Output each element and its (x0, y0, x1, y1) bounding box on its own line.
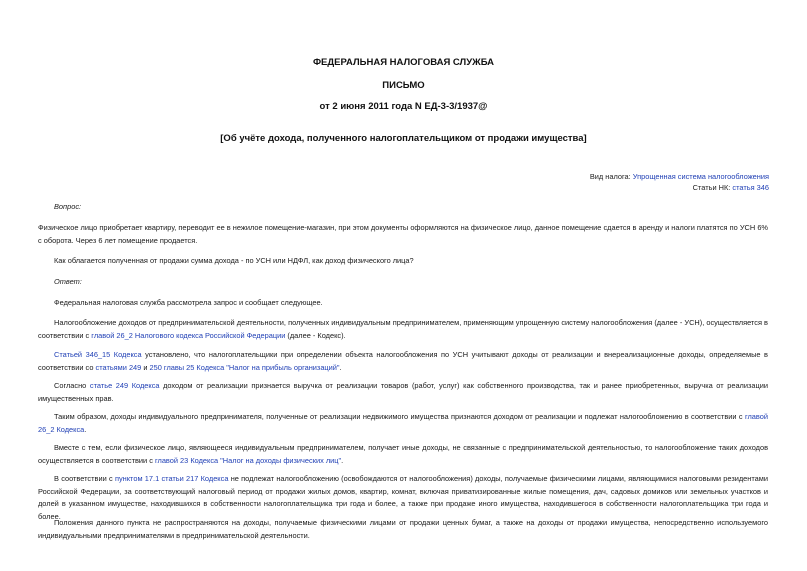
answer-paragraph-7 (38, 473, 768, 523)
link-article-249[interactable]: статьями 249 (95, 362, 142, 372)
link-article-217[interactable]: пунктом 17.1 статьи 217 Кодекса (114, 474, 229, 483)
doc-type-title: ПИСЬМО (382, 80, 425, 91)
paragraph-text: . (341, 455, 344, 465)
nk-articles-link[interactable]: статья 346 (732, 183, 769, 192)
paragraph-text: доходом от реализации признается выручка от реализации товаров (работ, услуг) как собственного производства, так и ранее приобретенных, выручка от реализации имущественных прав. (38, 381, 768, 403)
link-article-249-code[interactable]: статье 249 Кодекса (89, 381, 160, 390)
tax-type-label: Вид налога: (589, 172, 633, 181)
paragraph-text: В соответствии с (54, 474, 115, 483)
paragraph-text: Согласно (54, 381, 90, 390)
tax-type-link[interactable]: Упрощенная система налогообложения (632, 172, 769, 181)
paragraph-text: . (339, 362, 342, 372)
paragraph-text: не подлежат налогообложению (освобождаются от налогообложения) доходы, получаемые физическими лицами, являющимися налоговыми резидентами Российской Федерации, за соответствующий налоговый период от продажи жилых домов, квартир, комнат, включая приватизированные жилые помещения, дач, садовых домиков или земельных участков и долей в указанном имуществе, находившихся в собственности налогоплательщика три года и более, а также при продаже иного имущества, находившегося в собственности налогоплательщика три года и более. (38, 474, 768, 521)
answer-paragraph-3 (38, 349, 768, 374)
question-paragraph-2: Как облагается полученная от продажи сумма дохода - по УСН или НДФЛ, как доход физического лица? (54, 256, 414, 265)
paragraph-text: (далее - Кодекс). (285, 330, 346, 340)
paragraph-text: . (84, 424, 87, 434)
answer-paragraph-2 (38, 317, 768, 342)
paragraph-text: и (141, 362, 150, 372)
link-chapter-26-2[interactable]: главой 26_2 Налогового кодекса Российской Федерации (91, 330, 286, 340)
question-label: Вопрос: (54, 202, 82, 211)
tax-type-line (590, 172, 769, 181)
answer-paragraph-4 (38, 380, 768, 405)
subject-title: [Об учёте дохода, полученного налогоплательщиком от продажи имущества] (220, 133, 587, 144)
link-article-346-15[interactable]: Статьей 346_15 Кодекса (54, 350, 142, 359)
question-paragraph-1: Физическое лицо приобретает квартиру, переводит ее в нежилое помещение-магазин, при этом документы оформляются на физическое лицо, данное помещение сдается в аренду и налоги платятся по УСН 6% с оборота. Через 6 лет помещение продается. (38, 223, 768, 245)
answer-paragraph-8: Положения данного пункта не распространяются на доходы, получаемые физическими лицами от продажи ценных бумаг, а также на доходы от продажи имущества, непосредственно используемого индивидуальными предпринимателями в предпринимательской деятельности. (38, 518, 768, 540)
paragraph-text: Таким образом, доходы индивидуального предпринимателя, полученные от реализации недвижимого имущества признаются доходом от реализации и подлежат налогообложению в соответствии с (54, 412, 745, 421)
paragraph-text: установлено, что налогоплательщики при определении объекта налогообложения по УСН учитывают доходы от реализации и внереализационные доходы, определяемые в соответствии со (38, 350, 768, 372)
link-article-250[interactable]: 250 главы 25 Кодекса "Налог на прибыль организаций" (149, 362, 340, 372)
paragraph-text: Налогообложение доходов от предпринимательской деятельности, полученных индивидуальным предпринимателем, применяющим упрощенную систему налогообложения (далее - УСН), осуществляется в соответствии с (38, 318, 768, 340)
paragraph-text: Вместе с тем, если физическое лицо, являющееся индивидуальным предпринимателем, получает иные доходы, не связанные с предпринимательской деятельностью, то налогообложение таких доходов осуществляется в соответствии с (38, 443, 768, 465)
nk-articles-label: Статьи НК: (692, 183, 733, 192)
answer-paragraph-1: Федеральная налоговая служба рассмотрела запрос и сообщает следующее. (54, 298, 323, 307)
answer-paragraph-5 (38, 411, 768, 436)
link-chapter-23[interactable]: главой 23 Кодекса "Налог на доходы физических лиц" (154, 455, 342, 465)
link-chapter-26-2-code[interactable]: главой 26_2 Кодекса (38, 412, 768, 434)
answer-paragraph-6 (38, 442, 768, 467)
nk-articles-line (693, 183, 769, 192)
date-number: от 2 июня 2011 года N ЕД-3-3/1937@ (319, 101, 488, 112)
agency-title: ФЕДЕРАЛЬНАЯ НАЛОГОВАЯ СЛУЖБА (312, 57, 495, 68)
answer-label: Ответ: (54, 277, 82, 286)
